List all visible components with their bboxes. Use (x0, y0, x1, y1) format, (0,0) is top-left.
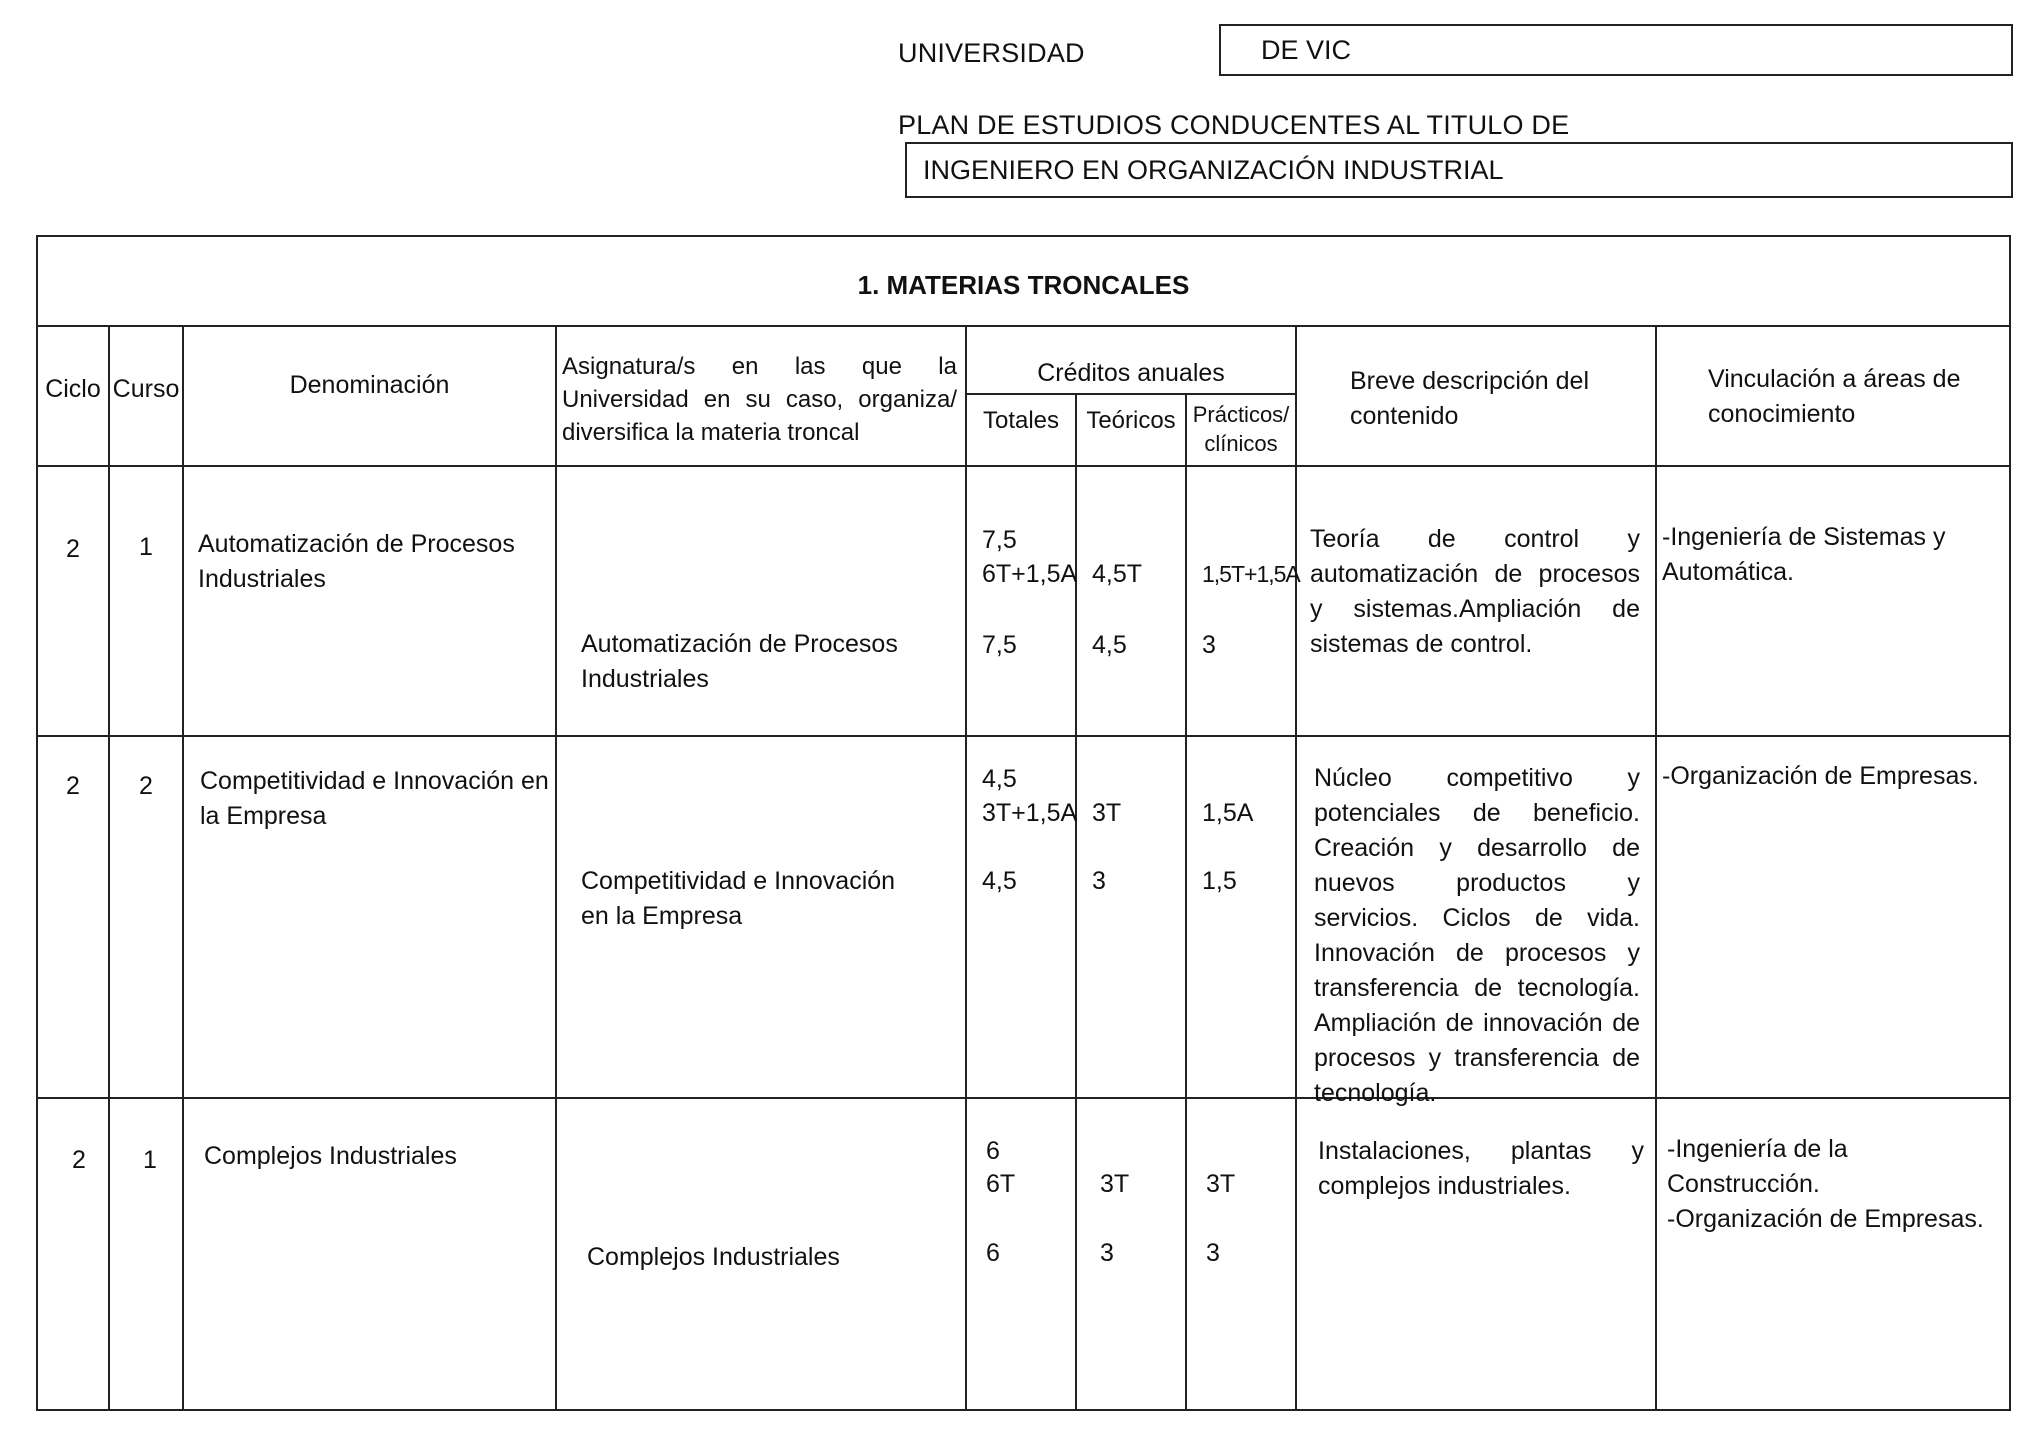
col-divider-ciclo (108, 325, 110, 1411)
row2-teoricos: 3T (1092, 799, 1122, 827)
header-curso: Curso (112, 375, 180, 403)
col-divider-practicos (1295, 325, 1297, 1411)
row3-descripcion: Instalaciones, plantas y complejos industriales. (1318, 1137, 1644, 1200)
row3-asig-teoricos: 3 (1100, 1239, 1114, 1267)
header-creditos: Créditos anuales (1037, 359, 1225, 387)
universidad-value: DE VIC (1261, 34, 1352, 65)
header-practicos: Prácticos/ clínicos (1192, 402, 1290, 456)
row1-ciclo: 2 (66, 535, 80, 563)
header-asignatura: Asignatura/s en las que la Universidad en su caso, organiza/ diversifica la materia troncal (562, 353, 957, 446)
row1-vinculacion: -Ingeniería de Sistemas y Automática. (1662, 523, 1946, 586)
row3-asig-practicos: 3 (1206, 1239, 1220, 1267)
row1-curso: 1 (139, 533, 153, 561)
row2-asig-practicos: 1,5 (1202, 867, 1237, 895)
row2-curso: 2 (139, 772, 153, 800)
table-title: 1. MATERIAS TRONCALES (857, 270, 1190, 300)
creditos-subheader-divider (965, 393, 1295, 395)
row1-asig-practicos: 3 (1202, 631, 1216, 659)
header-divider (36, 465, 2011, 467)
row2-practicos: 1,5A (1202, 799, 1254, 827)
row2-totales-1: 4,5 (982, 765, 1017, 793)
header-teoricos: Teóricos (1086, 407, 1176, 434)
row1-practicos: 1,5T+1,5A (1202, 561, 1300, 587)
col-divider-totales (1075, 393, 1077, 1411)
row3-asignatura: Complejos Industriales (587, 1243, 840, 1271)
universidad-label: UNIVERSIDAD (898, 38, 1085, 68)
col-divider-denominacion (555, 325, 557, 1411)
col-divider-asignatura (965, 325, 967, 1411)
row3-practicos: 3T (1206, 1170, 1236, 1198)
header-descripcion: Breve descripción del contenido (1350, 367, 1590, 430)
plan-label: PLAN DE ESTUDIOS CONDUCENTES AL TITULO DE (898, 110, 1570, 140)
row1-totales-1: 7,5 (982, 526, 1017, 554)
col-divider-teoricos (1185, 393, 1187, 1411)
row3-curso: 1 (143, 1146, 157, 1174)
row1-asig-teoricos: 4,5 (1092, 631, 1127, 659)
header-vinculacion: Vinculación a áreas de conocimiento (1708, 365, 1961, 428)
row1-divider (36, 735, 2011, 737)
col-divider-curso (182, 325, 184, 1411)
row1-teoricos: 4,5T (1092, 560, 1143, 588)
row1-denominacion: Automatización de Procesos Industriales (198, 530, 515, 593)
row2-asig-teoricos: 3 (1092, 867, 1106, 895)
row3-asig-totales: 6 (986, 1239, 1000, 1267)
col-divider-descripcion (1655, 325, 1657, 1411)
row3-denominacion: Complejos Industriales (204, 1142, 457, 1170)
row3-vinculacion-2: -Organización de Empresas. (1667, 1205, 1984, 1233)
row3-totales-2: 6T (986, 1170, 1016, 1198)
row1-descripcion: Teoría de control y automatización de procesos y sistemas.Ampliación de sistemas de control. (1310, 525, 1640, 658)
row2-totales-2: 3T+1,5A (982, 799, 1078, 827)
row2-asignatura: Competitividad e Innovación en la Empresa (581, 867, 896, 930)
row1-totales-2: 6T+1,5A (982, 560, 1078, 588)
row2-ciclo: 2 (66, 772, 80, 800)
row3-vinculacion-1: -Ingeniería de la Construcción. (1667, 1135, 1848, 1198)
header-denominacion: Denominación (289, 371, 450, 399)
row2-vinculacion: -Organización de Empresas. (1662, 762, 1979, 790)
title-divider (36, 325, 2011, 327)
row2-descripcion: Núcleo competitivo y potenciales de beneficio. Creación y desarrollo de nuevos productos y servicios. Ciclos de vida. Innovación de procesos y transferencia de tecnología. Ampliación de innovación de procesos y transferencia de tecnología. (1314, 764, 1640, 1107)
header-totales: Totales (982, 407, 1060, 434)
row1-asignatura: Automatización de Procesos Industriales (581, 630, 898, 693)
universidad-value-box (1219, 24, 2013, 76)
row3-teoricos: 3T (1100, 1170, 1130, 1198)
row1-asig-totales: 7,5 (982, 631, 1017, 659)
row3-ciclo: 2 (72, 1146, 86, 1174)
header-ciclo: Ciclo (45, 375, 101, 403)
row3-totales-1: 6 (986, 1137, 1000, 1165)
titulo-value-box (905, 142, 2013, 198)
row2-asig-totales: 4,5 (982, 867, 1017, 895)
row2-denominacion: Competitividad e Innovación en la Empresa (200, 767, 549, 830)
row2-divider (36, 1097, 2011, 1099)
titulo-value: INGENIERO EN ORGANIZACIÓN INDUSTRIAL (923, 154, 1504, 185)
